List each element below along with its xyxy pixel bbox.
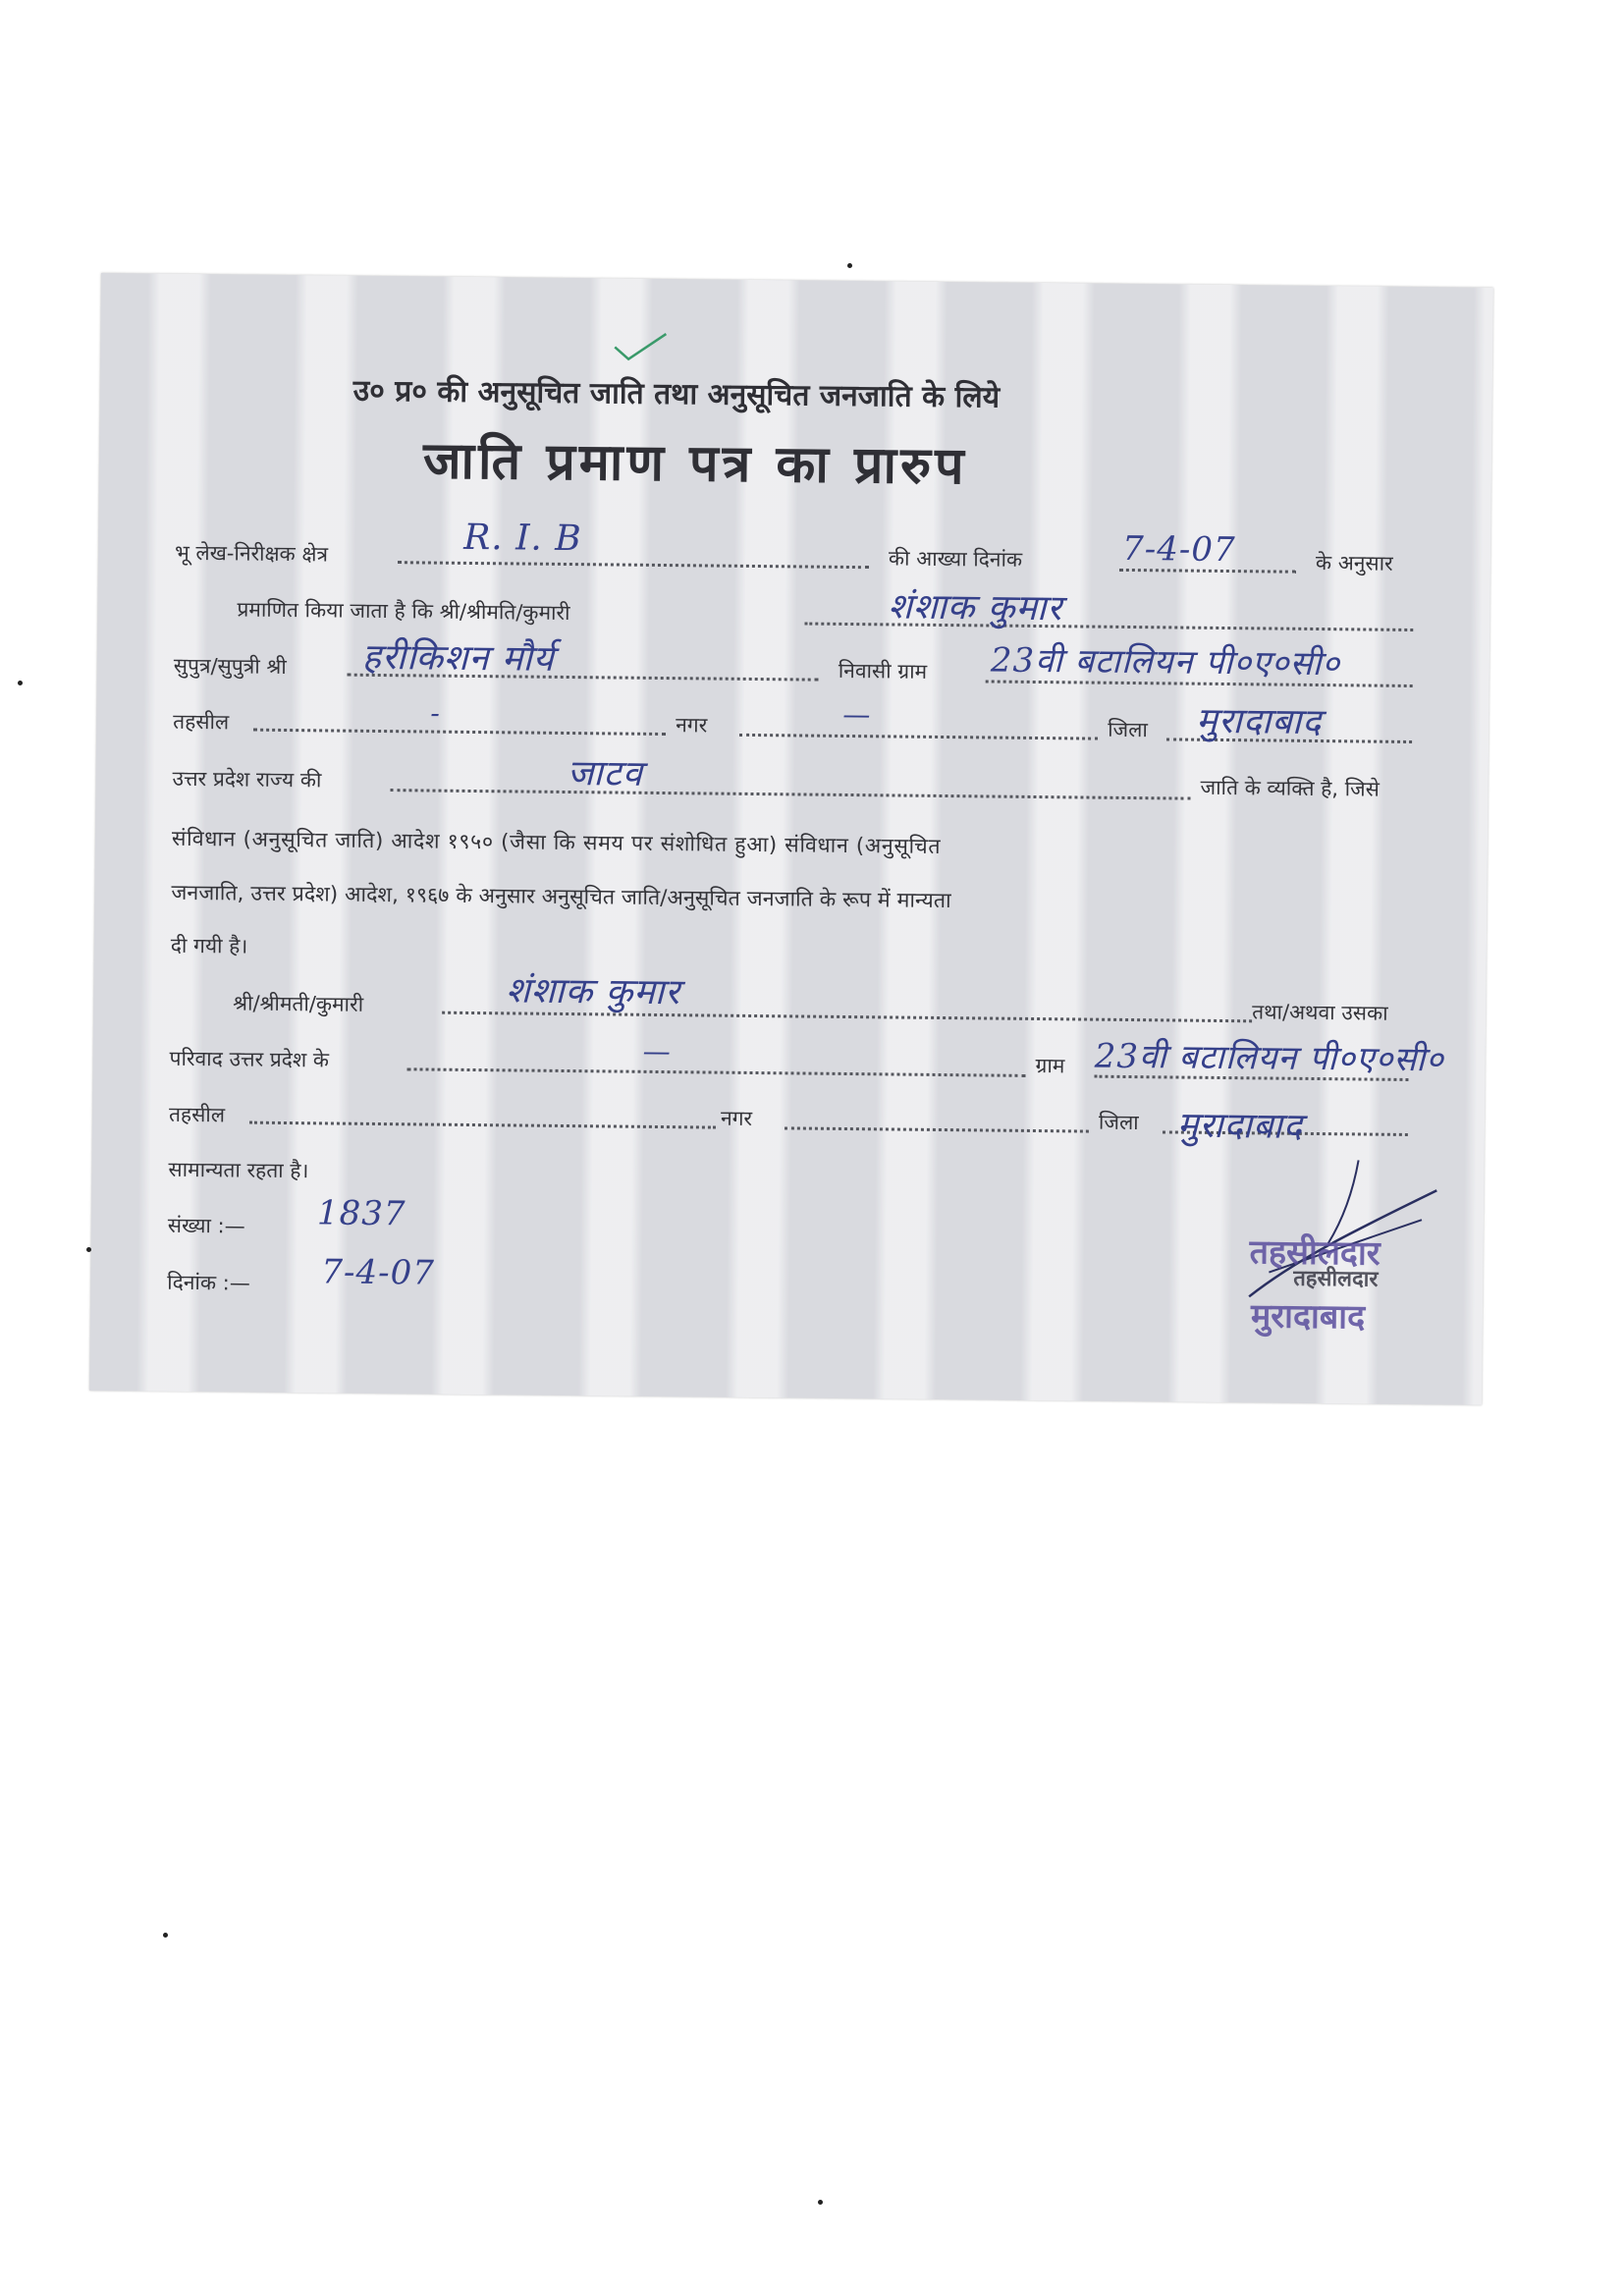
date-label: दिनांक :— xyxy=(167,1270,250,1295)
row2-label: प्रमाणित किया जाता है कि श्री/श्रीमति/कुमारी xyxy=(237,597,570,626)
page-title: जाति प्रमाण पत्र का प्रारुप xyxy=(422,431,968,497)
caste-value: जाटव xyxy=(567,752,644,794)
row1-label: भू लेख-निरीक्षक क्षेत्र xyxy=(174,540,329,567)
district-label: जिला xyxy=(1108,717,1149,742)
checkmark-icon xyxy=(611,329,670,363)
paragraph-line-1: संविधान (अनुसूचित जाति) आदेश १९५० (जैसा कि समय पर संशोधित हुआ) संविधान (अनुसूचित xyxy=(171,826,942,859)
row3-label: सुपुत्र/सुपुत्री श्री xyxy=(173,653,287,679)
row8-tehsil-label: तहसील xyxy=(168,1102,226,1127)
tehsil-label: तहसील xyxy=(173,709,230,735)
paragraph-line-2: जनजाति, उत्तर प्रदेश) आदेश, १९६७ के अनुसार अनुसूचित जाति/अनुसूचित जनजाति के रूप में मान्यता xyxy=(171,880,951,914)
number-value: 1837 xyxy=(316,1193,406,1234)
row6-label: श्री/श्रीमती/कुमारी xyxy=(233,991,364,1016)
number-label: संख्या :— xyxy=(167,1213,245,1238)
row1-dots-a xyxy=(398,561,869,569)
village-value: 23वी बटालियन पी०ए०सी० xyxy=(990,640,1341,684)
row3-mid-label: निवासी ग्राम xyxy=(838,658,928,683)
row8-district-label: जिला xyxy=(1098,1110,1139,1135)
resident-village-value: 23वी बटालियन पी०ए०सी० xyxy=(1094,1036,1445,1080)
row6-right-label: तथा/अथवा उसका xyxy=(1252,1000,1388,1025)
resident-district-value: मुरादाबाद xyxy=(1176,1105,1304,1147)
row7-blank-value: — xyxy=(642,1034,672,1068)
row5-dots xyxy=(390,789,1190,800)
tehsil-value: - xyxy=(430,696,441,730)
row8-dots-b xyxy=(785,1126,1089,1132)
row1-mid-label: की आख्या दिनांक xyxy=(888,546,1023,572)
paragraph-line-3: दी गयी है। xyxy=(170,933,248,958)
nagar-label: नगर xyxy=(676,713,708,738)
report-date-value: 7-4-07 xyxy=(1121,528,1236,571)
scan-speck xyxy=(847,263,852,268)
row8-dots-a xyxy=(249,1121,716,1129)
father-name-value: हरीकिशन मौर्य xyxy=(361,636,555,680)
area-value: R. I. B xyxy=(462,517,582,560)
scan-speck xyxy=(86,1247,91,1252)
certificate-paper xyxy=(89,273,1493,1405)
row5-right-label: जाति के व्यक्ति है, जिसे xyxy=(1200,775,1380,801)
resident-name-value: शंशाक कुमार xyxy=(506,970,681,1013)
row4-dots-b xyxy=(739,734,1098,740)
scan-speck xyxy=(818,2200,823,2205)
header-line-1: उ० प्र० की अनुसूचित जाति तथा अनुसूचित जनजाति के लिये xyxy=(352,373,1001,415)
stamp-line-2: तहसीलदार xyxy=(1293,1266,1379,1292)
stamp-line-1: तहसीलदार xyxy=(1249,1232,1380,1274)
applicant-name-value: शंशाक कुमार xyxy=(888,586,1063,629)
scan-speck xyxy=(163,1933,168,1938)
district-value: मुरादाबाद xyxy=(1196,700,1323,743)
row7-village-label: ग्राम xyxy=(1035,1054,1065,1078)
row8-nagar-label: नगर xyxy=(720,1106,753,1130)
issue-date-value: 7-4-07 xyxy=(321,1252,436,1293)
row4-dots-a xyxy=(253,729,666,736)
row5-label: उत्तर प्रदेश राज्य की xyxy=(172,766,322,793)
scan-speck xyxy=(18,681,23,685)
residence-statement: सामान्यता रहता है। xyxy=(168,1157,309,1183)
row1-right-label: के अनुसार xyxy=(1315,550,1393,575)
row7-dots-a xyxy=(407,1067,1026,1077)
nagar-value: — xyxy=(842,697,872,732)
row7-label: परिवाद उत्तर प्रदेश के xyxy=(169,1046,330,1072)
stamp-line-3: मुरादाबाद xyxy=(1250,1296,1366,1338)
